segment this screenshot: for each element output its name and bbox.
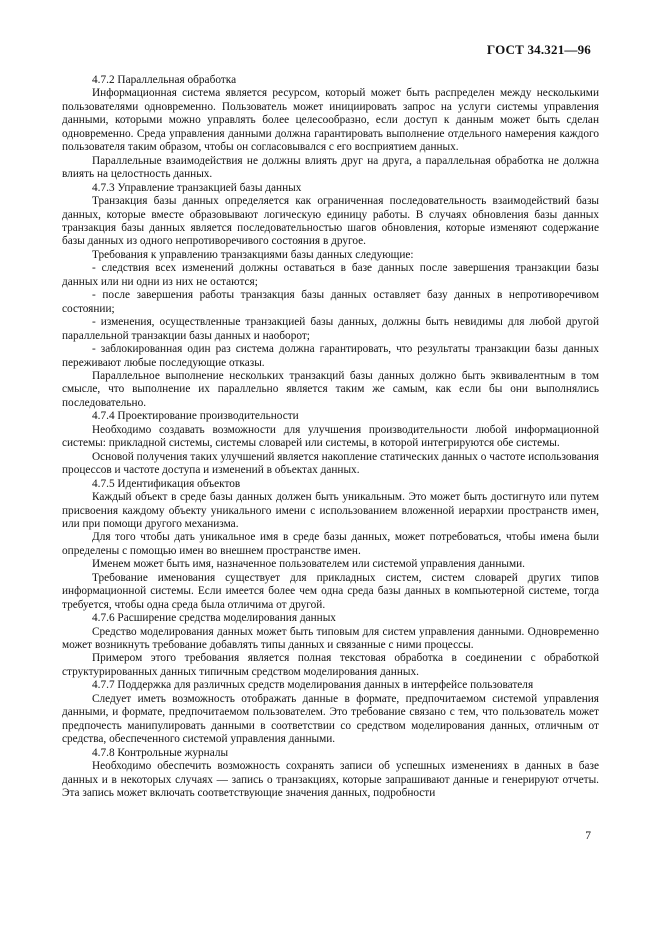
paragraph: Параллельное выполнение нескольких транзакций базы данных должно быть эквивалентным в том смысле, что выполнение их параллельно является таким же самым, как если бы они выполнялись последовательно.	[62, 369, 599, 409]
paragraph: Примером этого требования является полная текстовая обработка в соединении с обработкой структурированных данных типичным средством моделирования данных.	[62, 652, 599, 678]
paragraph: Требование именования существует для прикладных систем, систем словарей других типов информационной системы. Если имеется более чем одна среда базы данных в компьютерной системе, тогда требуется, чтобы одна среда была отличима от другой.	[62, 571, 599, 611]
paragraph: Средство моделирования данных может быть типовым для систем управления данными. Одновременно может возникнуть требование добавлять типы данных и связанные с ними процессы.	[62, 625, 599, 652]
section-heading-4-7-6: 4.7.6 Расширение средства моделирования данных	[92, 612, 336, 625]
section-heading-4-7-5: 4.7.5 Идентификация объектов	[92, 477, 241, 490]
section-heading-4-7-2: 4.7.2 Параллельная обработка	[92, 74, 237, 86]
paragraph: Требования к управлению транзакциями базы данных следующие:	[92, 248, 414, 261]
list-item: - после завершения работы транзакция базы данных оставляет базу данных в непротиворечивом состоянии;	[62, 289, 599, 315]
paragraph: Следует иметь возможность отображать данные в формате, предпочитаемом системой управления данными, и формате, предпочитаемом пользователем. Это требование связано с тем, что пользователь может предпочесть манипулировать данными в соответствии со средством моделирования данных, отличным от средства, обеспеченного системой управления данными.	[62, 692, 599, 746]
section-heading-4-7-4: 4.7.4 Проектирование производительности	[92, 410, 299, 423]
page-number: 7	[585, 830, 591, 842]
list-item: - следствия всех изменений должны оставаться в базе данных после завершения транзакции базы данных или ни одни из них не остаются;	[62, 262, 599, 288]
list-item: - изменения, осуществленные транзакцией базы данных, должны быть невидимы для любой другой параллельной транзакции базы данных и наоборот;	[62, 316, 599, 342]
paragraph: Необходимо создавать возможности для улучшения производительности любой информационной системы: прикладной системы, системы словарей или системы, в которой интегрируются обе системы.	[62, 423, 599, 450]
paragraph: Основой получения таких улучшений является накопление статических данных о частоте использования процессов и частоте доступа и изменений в объектах данных.	[62, 450, 599, 477]
section-heading-4-7-7: 4.7.7 Поддержка для различных средств моделирования данных в интерфейсе пользователя	[92, 679, 534, 692]
paragraph: Транзакция базы данных определяется как ограниченная последовательность взаимодействий базы данных, которые вместе образовывают логическую единицу работы. В случаях обновления базы данных транзакция базы данных является последовательностью шагов обновления, которые изменяют содержание базы данных из одного непротиворечивого состояния в другое.	[62, 195, 599, 248]
paragraph: Информационная система является ресурсом, который может быть распределен между несколькими пользователями одновременно. Пользователь может инициировать запрос на услуги системы управления данными, которыми можно управлять более целесообразно, если доступ к данным может быть сделан одновременно. Среда управления данными должна гарантировать выполнение отдельного намерения каждого пользователя таким образом, чтобы он согласовывался с его восприятием данных.	[62, 87, 599, 154]
paragraph: Для того чтобы дать уникальное имя в среде базы данных, может потребоваться, чтобы имена были определены с помощью имен во внешнем пространстве имен.	[62, 531, 599, 557]
document-body	[62, 74, 599, 800]
paragraph: Параллельные взаимодействия не должны влиять друг на друга, а параллельная обработка не должна влиять на целостность данных.	[62, 154, 599, 181]
list-item: - заблокированная один раз система должна гарантировать, что результаты транзакции базы данных переживают любые последующие отказы.	[62, 343, 599, 369]
section-heading-4-7-8: 4.7.8 Контрольные журналы	[92, 746, 229, 759]
section-heading-4-7-3: 4.7.3 Управление транзакцией базы данных	[92, 181, 302, 194]
paragraph: Необходимо обеспечить возможность сохранять записи об успешных изменениях в данных в базе данных и в некоторых случаях — запись о транзакциях, которые запрашивают данные и генерируют отчеты. Эта запись может включать соответствующие значения данных, подробности	[62, 760, 599, 800]
paragraph: Каждый объект в среде базы данных должен быть уникальным. Это может быть достигнуто или путем присвоения каждому объекту уникального имени с использованием вложенной иерархии пространств имен, или при помощи другого механизма.	[62, 491, 599, 530]
document-id-header: ГОСТ 34.321—96	[486, 42, 591, 57]
paragraph: Именем может быть имя, назначенное пользователем или системой управления данными.	[92, 558, 526, 571]
